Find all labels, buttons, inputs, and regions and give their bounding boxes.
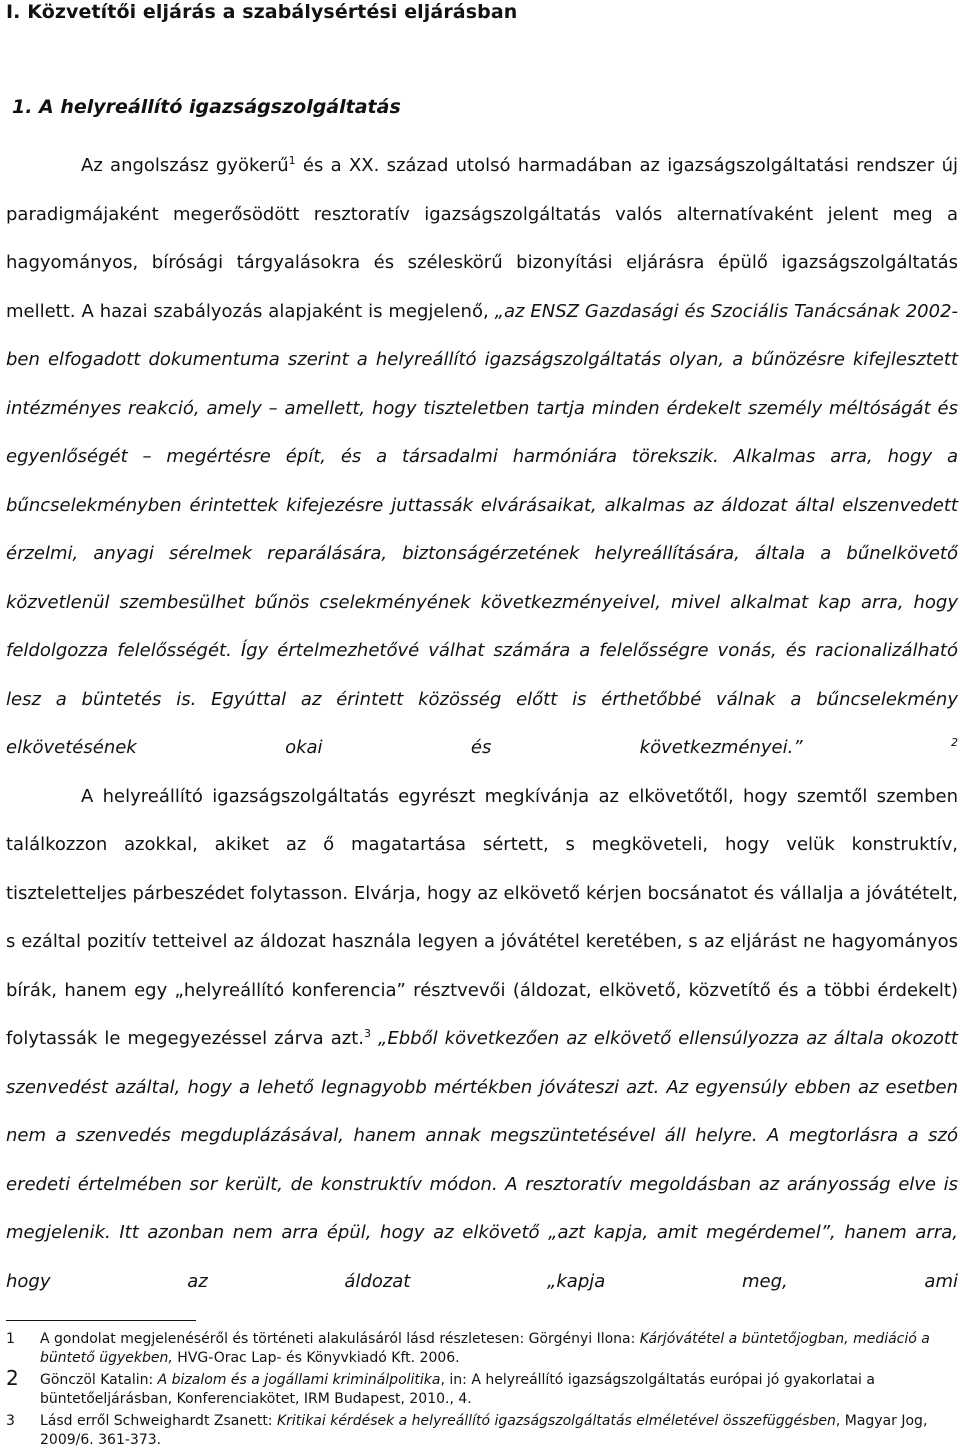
footnote-text: Gönczöl Katalin: xyxy=(40,1372,158,1388)
footnote-text: Lásd erről Schweighardt Zsanett: xyxy=(40,1413,277,1429)
footnote-text: A gondolat megjelenéséről és történeti alakulásáról lásd részletesen: Görgényi Ilona: xyxy=(40,1331,640,1347)
footnote-source: HVG-Orac Lap- és Könyvkiadó Kft. 2006. xyxy=(172,1350,460,1366)
paragraph-2 xyxy=(6,773,958,1307)
un-quote: „az ENSZ Gazdasági és Szociális Tanácsának 2002-ben elfogadott dokumentuma szerint a helyreállító igazságszolgáltatás olyan, a bűnözésre kifejlesztett intézményes reakció, amely – amellett, hogy tiszteletben tartja minden érdekelt személy méltóságát és egyenlőségét – megértésre épít, és a társadalmi harmóniára törekszik. Alkalmas arra, hogy a bűncselekményben érintettek kifejezésre juttassák elvárásaikat, alkalmas az áldozat által elszenvedett érzelmi, anyagi sérelmek reparálására, biztonságérzetének helyreállítására, általa a bűnelkövető közvetlenül szembesülhet bűnös cselekményének következményeivel, mivel alkalmat kap arra, hogy feldolgozza felelősségét. Így értelmezhetővé válhat számára a felelősségre vonás, és racionalizálható lesz a büntetés is. Egyúttal az érintett közösség előtt is érthetőbbé válnak a bűncselekmény elkövetésének okai és következményei.” xyxy=(6,300,959,758)
paragraph-2-quote: „Ebből következően az elkövető ellensúlyozza az általa okozott szenvedést azáltal, hogy a lehető legnagyobb mértékben jóváteszi azt. Az egyensúly ebben az esetben nem a szenvedés megduplázásával, hanem annak megszüntetésével áll helyre. A megtorlásra a szó eredeti értelmében sor került, de konstruktív módon. A resztoratív megoldásban az arányosság elve is megjelenik. Itt azonban nem arra épül, hogy az elkövető „azt kapja, amit megérdemel”, hanem arra, hogy az áldozat „kapja meg, ami xyxy=(6,1028,958,1292)
footnote-source: , Magyar Jog, 2009/6. 361-373. xyxy=(40,1413,928,1448)
footnote-source: , in: A helyreállító igazságszolgáltatás európai jó gyakorlatai a büntetőeljárásban, Konferenciakötet, IRM Budapest, 2010., 4. xyxy=(40,1372,875,1407)
footnotes xyxy=(6,1330,958,1453)
footnote-title: Kárjóvátétel a büntetőjogban, mediáció a büntető ügyekben, xyxy=(40,1331,930,1366)
footnote-number: 1 xyxy=(6,1331,15,1347)
paragraph-1-text: Az angolszász gyökerű xyxy=(81,155,289,176)
footnote-3 xyxy=(6,1412,958,1450)
paragraph-1-text-cont: és a XX. század utolsó harmadában az igazságszolgáltatási rendszer új paradigmájaként megerősödött resztoratív igazságszolgáltatás valós alternatívaként jelent meg a hagyományos, bírósági tárgyalásokra és széleskörű bizonyítási eljárásra épülő igazságszolgáltatás mellett. A hazai szabályozás alapjaként is megjelenő, xyxy=(6,155,958,322)
footnote-ref-1[interactable]: 1 xyxy=(288,154,296,167)
footnote-1 xyxy=(6,1330,958,1368)
section-title: 1. A helyreállító igazságszolgáltatás xyxy=(12,96,401,118)
footnote-ref-2[interactable]: 2 xyxy=(950,736,958,749)
footnote-separator xyxy=(6,1320,196,1321)
footnote-number: 2 xyxy=(6,1366,19,1390)
body-text xyxy=(6,142,958,1306)
chapter-title: I. Közvetítői eljárás a szabálysértési eljárásban xyxy=(6,1,518,23)
footnote-title: Kritikai kérdések a helyreállító igazságszolgáltatás elméletével összefüggésben xyxy=(276,1413,836,1429)
paragraph-2-text: A helyreállító igazságszolgáltatás egyrészt megkívánja az elkövetőtől, hogy szemtől szemben találkozzon azokkal, akiket az ő magatartása sértett, s megköveteli, hogy velük konstruktív, tiszteletteljes párbeszédet folytasson. Elvárja, hogy az elkövető kérjen bocsánatot és vállalja a jóvátételt, s ezáltal pozitív tetteivel az áldozat használa legyen a jóvátétel keretében, s az eljárást ne hagyományos bírák, hanem egy „helyreállító konferencia” résztvevői (áldozat, elkövető, közvetítő és a többi érdekelt) folytassák le megegyezéssel zárva azt. xyxy=(6,785,958,1049)
paragraph-1 xyxy=(6,142,958,773)
footnote-ref-3[interactable]: 3 xyxy=(364,1027,371,1040)
footnote-2 xyxy=(6,1366,958,1409)
footnote-number: 3 xyxy=(6,1413,15,1429)
footnote-title: A bizalom és a jogállami kriminálpolitika xyxy=(157,1372,441,1388)
